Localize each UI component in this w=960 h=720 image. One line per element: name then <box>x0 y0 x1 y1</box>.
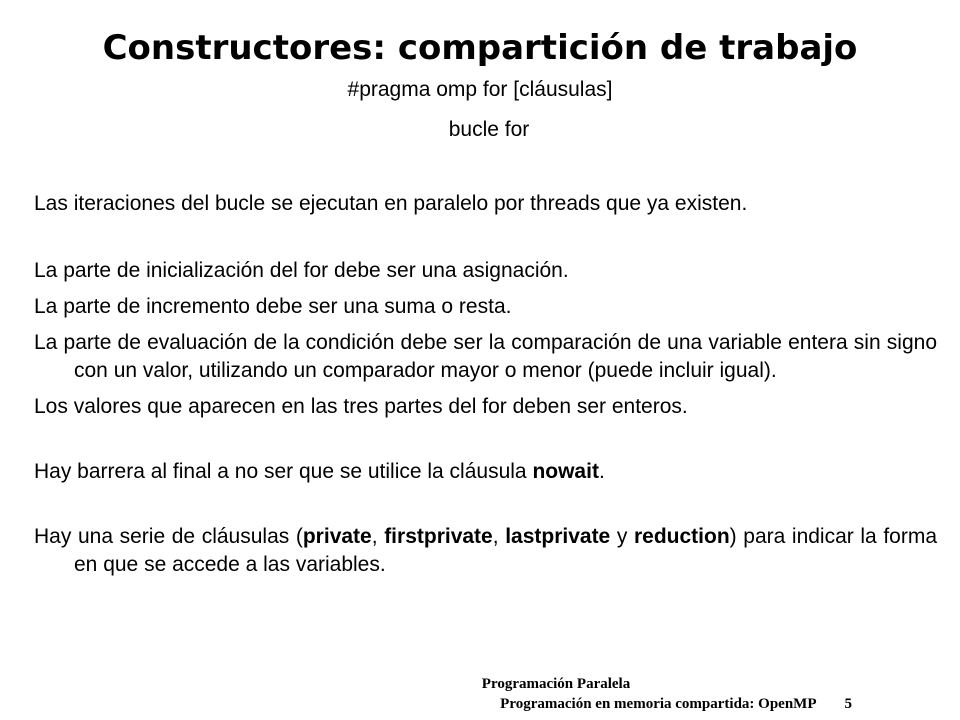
keyword-private: private <box>302 525 372 548</box>
barrier-text-end: . <box>598 460 605 483</box>
paragraph-condition: La parte de evaluación de la condición debe ser la comparación de una variable entera sin signo con un valor, utilizando un comparador mayor o menor (puede incluir igual). <box>34 331 937 382</box>
clauses-conjunction: y <box>610 525 634 548</box>
paragraph-integer-values: Los valores que aparecen en las tres partes del for deben ser enteros. <box>34 395 688 418</box>
barrier-text: Hay barrera al final a no ser que se utilice la cláusula <box>34 460 533 483</box>
slide-body <box>34 190 937 579</box>
keyword-lastprivate: lastprivate <box>505 525 611 548</box>
pragma-directive: #pragma omp for [cláusulas] <box>347 78 613 101</box>
keyword-firstprivate: firstprivate <box>384 525 493 548</box>
loop-label: bucle for <box>448 118 530 141</box>
clauses-text-end: ) para indicar la forma en que se accede a las variables. <box>74 525 938 576</box>
footer-topic-text: Programación en memoria compartida: OpenMP <box>500 696 817 712</box>
clauses-separator: , <box>371 525 385 548</box>
paragraph-iterations: Las iteraciones del bucle se ejecutan en paralelo por threads que ya existen. <box>34 192 748 215</box>
paragraph-barrier <box>34 458 937 486</box>
keyword-nowait: nowait <box>532 460 599 483</box>
page-number: 5 <box>844 696 852 712</box>
footer-topic <box>152 694 852 714</box>
paragraph-increment: La parte de incremento debe ser una suma o resta. <box>34 295 512 318</box>
clauses-separator: , <box>492 525 506 548</box>
clauses-text: Hay una serie de cláusulas ( <box>34 525 303 548</box>
paragraph-clauses <box>34 523 937 579</box>
footer-course: Programación Paralela <box>481 676 631 692</box>
paragraph-initialization: La parte de inicialización del for debe ser una asignación. <box>34 259 569 282</box>
slide-title: Constructores: compartición de trabajo <box>102 28 858 68</box>
keyword-reduction: reduction <box>633 525 730 548</box>
